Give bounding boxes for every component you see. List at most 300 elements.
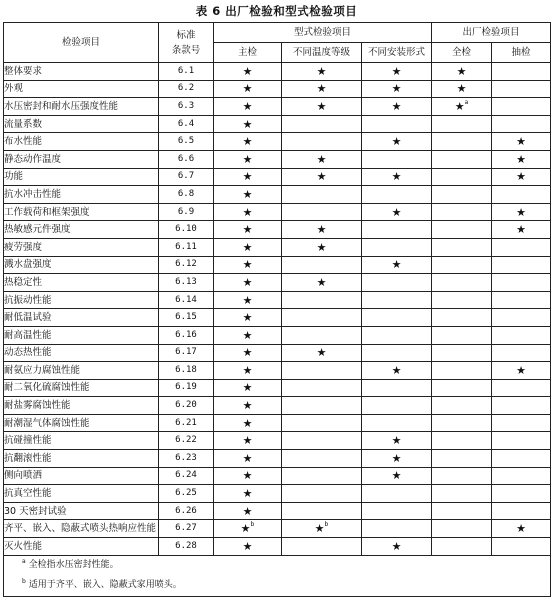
cell-temp-grade [282,238,362,256]
cell-install-form [362,538,432,556]
table-row [4,221,551,239]
footnote-ref: a [464,98,469,106]
cell-main [214,362,282,380]
star-icon: ★ [242,504,253,518]
star-icon: ★ [242,381,253,395]
cell-full-check [432,432,492,450]
star-icon: ★ [242,258,253,272]
star-icon: ★ [391,469,402,483]
cell-full-check [432,63,492,81]
star-icon: ★ [242,82,253,96]
item-name: 耐氨应力腐蚀性能 [4,362,159,380]
cell-temp-grade [282,502,362,520]
table-row [4,274,551,292]
item-name: 耐二氧化硫腐蚀性能 [4,379,159,397]
cell-install-form [362,397,432,415]
cell-sample-check [492,432,551,450]
table-row [4,502,551,520]
cell-sample-check [492,63,551,81]
header-factory-group: 出厂检验项目 [432,23,551,43]
table-row [4,115,551,133]
cell-full-check [432,133,492,151]
cell-temp-grade [282,538,362,556]
cell-install-form [362,450,432,468]
footnote-a-text: 全检指水压密封性能。 [28,560,119,571]
star-icon: ★ [516,522,526,536]
cell-sample-check [492,309,551,327]
table-row [4,397,551,415]
cell-main [214,274,282,292]
clause-number: 6.14 [159,291,214,309]
cell-install-form [362,379,432,397]
cell-full-check [432,115,492,133]
clause-number: 6.11 [159,238,214,256]
table-row [4,432,551,450]
cell-temp-grade [282,256,362,274]
cell-sample-check [492,397,551,415]
cell-full-check [432,502,492,520]
cell-temp-grade [282,326,362,344]
cell-temp-grade [282,450,362,468]
star-icon: ★ [242,275,253,289]
star-icon: ★ [516,205,526,219]
cell-full-check [432,186,492,204]
star-icon: ★ [242,135,253,149]
cell-main [214,467,282,485]
cell-sample-check [492,256,551,274]
table-row [4,362,551,380]
star-icon: ★ [240,522,251,536]
cell-sample-check [492,238,551,256]
item-name: 30 天密封试验 [4,502,159,520]
cell-temp-grade [282,309,362,327]
cell-sample-check [492,467,551,485]
item-name: 侧向喷洒 [4,467,159,485]
cell-sample-check [492,115,551,133]
footnote-a-mark: a [22,558,26,566]
cell-main [214,379,282,397]
cell-sample-check [492,520,551,538]
cell-main [214,168,282,186]
table-row [4,467,551,485]
inspection-table [3,22,551,597]
cell-install-form [362,485,432,503]
cell-install-form [362,467,432,485]
clause-number: 6.4 [159,115,214,133]
table-row [4,150,551,168]
cell-sample-check [492,186,551,204]
cell-sample-check [492,133,551,151]
clause-number: 6.22 [159,432,214,450]
star-icon: ★ [242,187,253,201]
clause-number: 6.23 [159,450,214,468]
cell-full-check [432,414,492,432]
cell-full-check [432,80,492,98]
table-row [4,485,551,503]
clause-number: 6.6 [159,150,214,168]
cell-full-check [432,450,492,468]
header-std-line1: 标准 [176,29,196,41]
star-icon: ★ [242,170,253,184]
star-icon: ★ [242,117,253,131]
cell-temp-grade [282,221,362,239]
item-name: 水压密封和耐水压强度性能 [4,98,159,116]
star-icon: ★ [242,469,253,483]
cell-full-check [432,326,492,344]
cell-install-form [362,432,432,450]
star-icon: ★ [316,275,327,289]
table-caption: 表 6 出厂检验和型式检验项目 [195,4,358,18]
item-name: 热稳定性 [4,274,159,292]
star-icon: ★ [242,399,253,413]
star-icon: ★ [316,223,327,237]
cell-install-form [362,502,432,520]
cell-temp-grade [282,63,362,81]
cell-temp-grade [282,291,362,309]
star-icon: ★ [391,64,402,78]
header-temp-grade: 不同温度等级 [282,43,362,63]
cell-full-check [432,467,492,485]
item-name: 静态动作温度 [4,150,159,168]
cell-sample-check [492,344,551,362]
star-icon: ★ [391,363,402,377]
cell-install-form [362,414,432,432]
table-row [4,63,551,81]
star-icon: ★ [242,240,253,254]
cell-main [214,520,282,538]
cell-main [214,221,282,239]
clause-number: 6.3 [159,98,214,116]
notes-body [4,555,551,596]
item-name: 布水性能 [4,133,159,151]
cell-main [214,414,282,432]
clause-number: 6.9 [159,203,214,221]
cell-full-check [432,485,492,503]
cell-temp-grade [282,150,362,168]
cell-install-form [362,238,432,256]
item-name: 热敏感元件强度 [4,221,159,239]
cell-install-form [362,256,432,274]
cell-main [214,538,282,556]
cell-main [214,63,282,81]
clause-number: 6.26 [159,502,214,520]
item-name: 抗水冲击性能 [4,186,159,204]
header-main: 主检 [214,43,282,63]
cell-install-form [362,63,432,81]
star-icon: ★ [516,170,526,184]
cell-main [214,203,282,221]
header-std-clause [159,23,214,63]
header-type-group: 型式检验项目 [214,23,432,43]
star-icon: ★ [391,451,402,465]
cell-install-form [362,168,432,186]
cell-temp-grade [282,168,362,186]
item-name: 工作载荷和框架强度 [4,203,159,221]
cell-full-check [432,274,492,292]
cell-full-check [432,309,492,327]
cell-install-form [362,186,432,204]
table-row [4,80,551,98]
cell-temp-grade [282,485,362,503]
cell-full-check [432,362,492,380]
cell-temp-grade [282,80,362,98]
star-icon: ★ [242,152,253,166]
table-row [4,168,551,186]
header-full-check: 全检 [432,43,492,63]
item-name: 疲劳强度 [4,238,159,256]
cell-main [214,256,282,274]
cell-install-form [362,115,432,133]
table-body [4,63,551,556]
cell-main [214,397,282,415]
footnote-b-mark: b [22,578,26,586]
clause-number: 6.20 [159,397,214,415]
star-icon: ★ [316,240,327,254]
cell-main [214,344,282,362]
cell-full-check [432,291,492,309]
clause-number: 6.10 [159,221,214,239]
cell-temp-grade [282,98,362,116]
star-icon: ★ [242,363,253,377]
table-row [4,186,551,204]
cell-sample-check [492,274,551,292]
cell-install-form [362,520,432,538]
star-icon: ★ [242,346,253,360]
star-icon: ★ [242,328,253,342]
star-icon: ★ [314,522,325,536]
star-icon: ★ [456,82,467,96]
item-name: 抗翻滚性能 [4,450,159,468]
clause-number: 6.7 [159,168,214,186]
table-row [4,238,551,256]
item-name: 耐盐雾腐蚀性能 [4,397,159,415]
cell-install-form [362,133,432,151]
cell-temp-grade [282,274,362,292]
footnote-b [4,576,551,597]
clause-number: 6.25 [159,485,214,503]
cell-main [214,450,282,468]
cell-temp-grade [282,520,362,538]
table-row [4,256,551,274]
item-name: 抗振动性能 [4,291,159,309]
star-icon: ★ [242,99,253,113]
item-name: 耐低温试验 [4,309,159,327]
cell-sample-check [492,379,551,397]
header-item: 检验项目 [4,23,159,63]
item-name: 耐潮湿气体腐蚀性能 [4,414,159,432]
cell-install-form [362,362,432,380]
star-icon: ★ [242,223,253,237]
table-row [4,520,551,538]
cell-sample-check [492,168,551,186]
cell-sample-check [492,203,551,221]
cell-temp-grade [282,344,362,362]
cell-main [214,80,282,98]
table-row [4,291,551,309]
cell-main [214,432,282,450]
clause-number: 6.15 [159,309,214,327]
cell-sample-check [492,326,551,344]
cell-install-form [362,203,432,221]
cell-sample-check [492,450,551,468]
star-icon: ★ [242,539,253,553]
table-row [4,344,551,362]
cell-full-check [432,168,492,186]
cell-main [214,186,282,204]
star-icon: ★ [242,487,253,501]
item-name: 整体要求 [4,63,159,81]
cell-temp-grade [282,115,362,133]
cell-main [214,309,282,327]
clause-number: 6.2 [159,80,214,98]
clause-number: 6.21 [159,414,214,432]
cell-full-check [432,221,492,239]
header-std-line2: 条款号 [171,44,201,56]
clause-number: 6.12 [159,256,214,274]
table-row [4,379,551,397]
footnote-ref: b [324,521,329,529]
star-icon: ★ [516,223,526,237]
header-sample-check: 抽检 [492,43,551,63]
cell-main [214,485,282,503]
cell-main [214,326,282,344]
cell-full-check [432,256,492,274]
star-icon: ★ [316,170,327,184]
item-name: 外观 [4,80,159,98]
item-name: 抗真空性能 [4,485,159,503]
table-row [4,133,551,151]
star-icon: ★ [316,346,327,360]
star-icon: ★ [242,451,253,465]
cell-main [214,133,282,151]
cell-full-check [432,397,492,415]
cell-sample-check [492,150,551,168]
cell-full-check [432,203,492,221]
footnote-ref: b [250,521,255,529]
star-icon: ★ [454,99,465,113]
cell-main [214,150,282,168]
cell-temp-grade [282,203,362,221]
item-name: 流量系数 [4,115,159,133]
cell-install-form [362,326,432,344]
clause-number: 6.27 [159,520,214,538]
item-name: 齐平、嵌入、隐蔽式喷头热响应性能 [4,520,159,538]
star-icon: ★ [242,293,253,307]
star-icon: ★ [391,82,402,96]
cell-full-check [432,238,492,256]
star-icon: ★ [316,99,327,113]
table-row [4,414,551,432]
item-name: 耐高温性能 [4,326,159,344]
table-row [4,203,551,221]
cell-main [214,291,282,309]
cell-sample-check [492,98,551,116]
star-icon: ★ [391,434,402,448]
star-icon: ★ [316,64,327,78]
cell-temp-grade [282,467,362,485]
star-icon: ★ [316,152,327,166]
cell-main [214,238,282,256]
cell-sample-check [492,414,551,432]
star-icon: ★ [391,99,402,113]
cell-install-form [362,80,432,98]
cell-full-check [432,520,492,538]
cell-sample-check [492,538,551,556]
star-icon: ★ [516,135,526,149]
item-name: 灭火性能 [4,538,159,556]
star-icon: ★ [242,64,253,78]
clause-number: 6.18 [159,362,214,380]
table-row [4,538,551,556]
cell-install-form [362,98,432,116]
clause-number: 6.1 [159,63,214,81]
clause-number: 6.28 [159,538,214,556]
cell-install-form [362,291,432,309]
cell-sample-check [492,485,551,503]
cell-install-form [362,274,432,292]
footnote-a [4,555,551,576]
star-icon: ★ [242,205,253,219]
cell-temp-grade [282,133,362,151]
cell-install-form [362,221,432,239]
clause-number: 6.19 [159,379,214,397]
cell-temp-grade [282,414,362,432]
star-icon: ★ [391,170,402,184]
cell-full-check [432,538,492,556]
star-icon: ★ [391,135,402,149]
cell-temp-grade [282,362,362,380]
star-icon: ★ [242,434,253,448]
cell-main [214,98,282,116]
table-row [4,98,551,116]
star-icon: ★ [391,258,402,272]
table-row [4,326,551,344]
star-icon: ★ [456,64,467,78]
cell-sample-check [492,362,551,380]
star-icon: ★ [391,539,402,553]
cell-full-check [432,150,492,168]
cell-temp-grade [282,186,362,204]
table-row [4,309,551,327]
item-name: 抗碰撞性能 [4,432,159,450]
star-icon: ★ [391,205,402,219]
cell-sample-check [492,502,551,520]
clause-number: 6.5 [159,133,214,151]
header-install-form: 不同安装形式 [362,43,432,63]
star-icon: ★ [242,416,253,430]
footnote-b-text: 适用于齐平、嵌入、隐蔽式家用喷头。 [28,580,182,591]
cell-sample-check [492,80,551,98]
item-name: 动态热性能 [4,344,159,362]
cell-install-form [362,344,432,362]
star-icon: ★ [516,152,526,166]
cell-temp-grade [282,432,362,450]
star-icon: ★ [516,363,526,377]
cell-install-form [362,309,432,327]
clause-number: 6.24 [159,467,214,485]
cell-full-check [432,379,492,397]
cell-sample-check [492,221,551,239]
cell-temp-grade [282,379,362,397]
clause-number: 6.8 [159,186,214,204]
clause-number: 6.13 [159,274,214,292]
clause-number: 6.16 [159,326,214,344]
cell-full-check [432,98,492,116]
cell-temp-grade [282,397,362,415]
cell-main [214,115,282,133]
clause-number: 6.17 [159,344,214,362]
table-row [4,450,551,468]
